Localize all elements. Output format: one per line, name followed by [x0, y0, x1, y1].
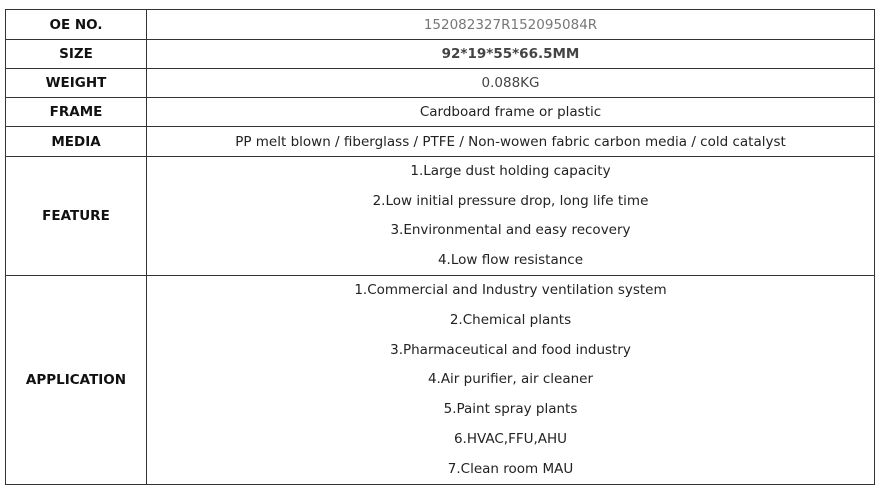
- application-item: 6.HVAC,FFU,AHU: [453, 430, 568, 447]
- frame-value: Cardboard frame or plastic: [147, 98, 875, 127]
- weight-label: WEIGHT: [6, 69, 147, 98]
- application-list: [147, 276, 875, 485]
- application-label: APPLICATION: [6, 276, 147, 485]
- weight-value: 0.088KG: [147, 69, 875, 98]
- row-media: [6, 127, 875, 157]
- application-item: 3.Pharmaceutical and food industry: [390, 341, 631, 358]
- size-value: 92*19*55*66.5MM: [147, 40, 875, 69]
- feature-item: 4.Low flow resistance: [437, 251, 584, 268]
- spec-table: [5, 9, 875, 485]
- row-application: [6, 276, 875, 485]
- feature-list: [147, 157, 875, 276]
- row-weight: [6, 69, 875, 98]
- oe-no-label: OE NO.: [6, 10, 147, 40]
- media-value: PP melt blown / fiberglass / PTFE / Non-wowen fabric carbon media / cold catalyst: [147, 127, 875, 157]
- frame-label: FRAME: [6, 98, 147, 127]
- application-item: 5.Paint spray plants: [443, 401, 578, 417]
- row-frame: [6, 98, 875, 127]
- row-oe-no: [6, 10, 875, 40]
- application-item: 4.Air purifier, air cleaner: [427, 371, 594, 388]
- size-label: SIZE: [6, 40, 147, 69]
- media-label: MEDIA: [6, 127, 147, 157]
- feature-item: 2.Low initial pressure drop, long life time: [372, 192, 649, 209]
- oe-no-value: 152082327R152095084R: [147, 10, 875, 40]
- application-item: 1.Commercial and Industry ventilation system: [354, 282, 667, 298]
- feature-item: 1.Large dust holding capacity: [410, 163, 611, 179]
- application-item: 7.Clean room MAU: [447, 460, 574, 477]
- row-size: [6, 40, 875, 69]
- feature-label: FEATURE: [6, 157, 147, 276]
- application-item: 2.Chemical plants: [449, 311, 572, 328]
- row-feature: [6, 157, 875, 276]
- feature-item: 3.Environmental and easy recovery: [390, 222, 631, 238]
